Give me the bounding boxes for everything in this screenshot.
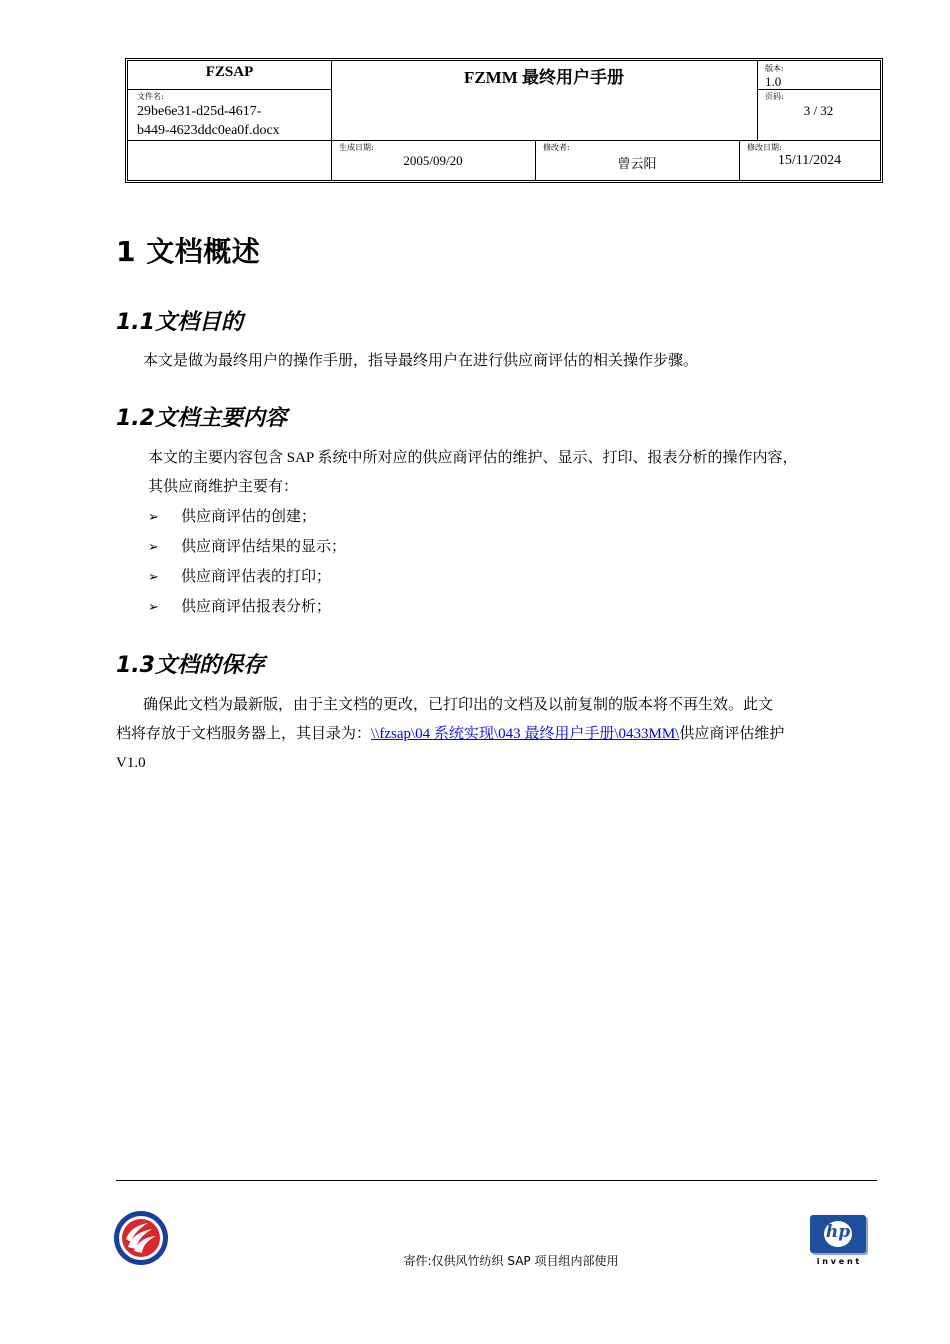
list-item (148, 507, 316, 528)
content-paragraph-line-2: 其供应商维护主要有： (148, 479, 299, 495)
list-item (148, 597, 331, 618)
arrow-bullet-icon: ➢ (148, 510, 159, 525)
filename-label: 文件名: (137, 92, 164, 101)
list-item-text: 供应商评估的创建； (181, 509, 317, 525)
hp-invent-text: i n v e n t (816, 1257, 860, 1266)
hp-logo-icon (810, 1215, 866, 1253)
document-title: FZMM 最终用户手册 (463, 68, 625, 87)
modified-date: 15/11/2024 (777, 153, 842, 168)
version-label: 版本: (765, 64, 784, 73)
modified-date-label: 修改日期: (747, 143, 782, 152)
list-item (148, 537, 346, 558)
list-item-text: 供应商评估结果的显示； (181, 539, 347, 555)
storage-text-prefix: 档将存放于文档服务器上，其目录为： (116, 726, 372, 742)
divider (128, 89, 331, 90)
footer-confidentiality-note: 寄件:仅供风竹纺织 SAP 项目组内部使用 (403, 1254, 619, 1268)
arrow-bullet-icon: ➢ (148, 540, 159, 555)
page-number: 3 / 32 (803, 103, 834, 118)
document-path-link[interactable]: \\fzsap\04 系统实现\043 最终用户手册\0433MM\ (371, 726, 680, 742)
storage-paragraph-line-1: 确保此文档为最新版，由于主文档的更改，已打印出的文档及以前复制的版本将不再生效。此文 (143, 697, 774, 713)
modifier-label: 修改者: (543, 143, 570, 152)
modifier-name: 曾云阳 (617, 156, 657, 171)
company-name: FZSAP (205, 64, 254, 80)
list-item (148, 567, 331, 588)
created-date: 2005/09/20 (403, 153, 463, 168)
filename-line-1: 29be6e31-d25d-4617- (137, 104, 262, 119)
divider (128, 140, 880, 141)
content-paragraph-line-1: 本文的主要内容包含 SAP 系统中所对应的供应商评估的维护、显示、打印、报表分析的操作内容， (148, 450, 798, 466)
hp-logo-letters: hp (825, 1222, 851, 1242)
storage-paragraph-line-2 (116, 719, 784, 749)
document-header-table (125, 58, 883, 183)
arrow-bullet-icon: ➢ (148, 600, 159, 615)
storage-paragraph-line-3: V1.0 (116, 755, 146, 771)
purpose-paragraph: 本文是做为最终用户的操作手册，指导最终用户在进行供应商评估的相关操作步骤。 (143, 353, 699, 369)
arrow-bullet-icon: ➢ (148, 570, 159, 585)
storage-text-suffix: 供应商评估维护 (679, 726, 785, 742)
subsection-heading-content: 1.2文档主要内容 (116, 406, 287, 431)
version-value: 1.0 (765, 74, 782, 89)
created-date-label: 生成日期: (339, 143, 374, 152)
footer-divider (116, 1180, 877, 1181)
subsection-heading-storage: 1.3文档的保存 (116, 653, 265, 678)
page-label: 页码: (765, 92, 784, 101)
subsection-heading-purpose: 1.1文档目的 (116, 310, 243, 335)
list-item-text: 供应商评估表的打印； (181, 569, 332, 585)
section-heading: 1 文档概述 (116, 235, 261, 268)
filename-value (137, 102, 280, 140)
filename-line-2: b449-4623ddc0ea0f.docx (137, 123, 280, 138)
divider (757, 61, 758, 141)
list-item-text: 供应商评估报表分析； (181, 599, 332, 615)
